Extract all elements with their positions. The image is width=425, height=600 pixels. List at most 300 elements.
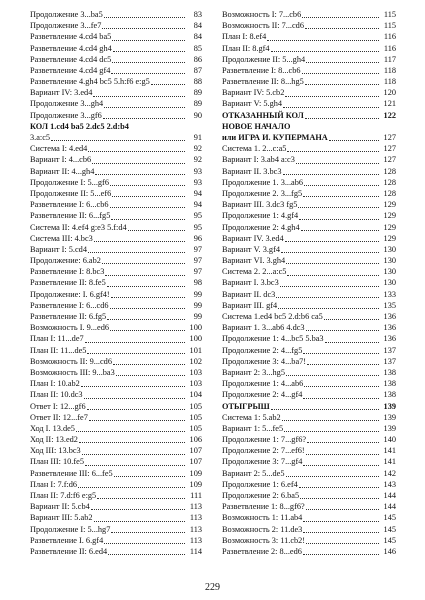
dot-leader (304, 185, 379, 186)
toc-entry (222, 20, 396, 31)
toc-entry-title: Возможность I: 7...cb6 (222, 9, 302, 19)
toc-entry-title: Вариант II: 5.cb4 (30, 502, 90, 512)
toc-entry-title: Система II: 4.ef4 g:e3 5.f:d4 (30, 222, 127, 232)
toc-entry (30, 501, 202, 512)
toc-entry-page: 100 (189, 334, 202, 344)
toc-entry (30, 333, 202, 344)
toc-entry (222, 322, 396, 333)
toc-entry (30, 110, 202, 121)
dot-leader (306, 62, 379, 63)
toc-entry-page: 128 (383, 177, 396, 187)
toc-entry-title: Разветвление I: 6...cb6 (30, 200, 109, 210)
toc-entry-page: 92 (193, 144, 202, 154)
toc-entry-page: 139 (383, 412, 396, 422)
dot-leader (104, 17, 185, 18)
toc-entry-title: Продолжение 3...gh4 (30, 99, 104, 109)
toc-entry (222, 121, 396, 132)
dot-leader (284, 431, 379, 432)
dot-leader (298, 207, 379, 208)
toc-entry-title: Продолжение 2: 7...ef6! (222, 446, 305, 456)
dot-leader (103, 118, 185, 119)
toc-entry (222, 490, 396, 501)
toc-entry (30, 233, 202, 244)
toc-entry-page: 97 (193, 256, 202, 266)
toc-entry-title: Вариант VI. 3.gh4 (222, 256, 286, 266)
toc-entry (222, 76, 396, 87)
toc-entry-page: 102 (189, 356, 202, 366)
toc-entry-page: 130 (383, 267, 396, 277)
toc-entry-page: 129 (383, 211, 396, 221)
toc-entry-page: 93 (193, 166, 202, 176)
dot-leader (84, 398, 185, 399)
toc-entry (30, 468, 202, 479)
toc-entry-title: Разветвление 2: 8...ed6 (222, 546, 302, 556)
toc-entry (222, 154, 396, 165)
toc-entry-title: КОЛ 1.cd4 ba5 2.dc5 2.d:b4 (30, 121, 129, 131)
toc-entry (222, 255, 396, 266)
toc-entry-title: Вариант I: 3.ab4 a:c3 (222, 155, 295, 165)
dot-leader (111, 532, 185, 533)
toc-entry (30, 76, 202, 87)
toc-entry (30, 289, 202, 300)
toc-entry-page: 144 (383, 502, 396, 512)
toc-entry-page: 105 (189, 412, 202, 422)
toc-entry-page: 117 (383, 54, 396, 64)
toc-entry-page: 139 (383, 423, 396, 433)
toc-entry-page: 116 (383, 32, 396, 42)
toc-entry (30, 87, 202, 98)
toc-entry-title: Вариант IV: 3.ed4 (30, 88, 93, 98)
toc-entry-title: Вариант 1: 5...fe5 (222, 423, 284, 433)
toc-entry-title: План I: 7.f:d6 (30, 479, 78, 489)
toc-entry-page: 136 (383, 323, 396, 333)
toc-entry-page: 144 (383, 491, 396, 501)
toc-entry-title: Продолжение: 6.ab2 (30, 256, 101, 266)
toc-entry-title: Продолжение 1: 4.gf4 (222, 211, 299, 221)
toc-entry-title: ОТЫГРЫШ (222, 401, 270, 411)
toc-entry-page: 138 (383, 390, 396, 400)
toc-entry (222, 423, 396, 434)
page-number: 229 (205, 582, 220, 593)
dot-leader (79, 442, 185, 443)
toc-entry (30, 65, 202, 76)
dot-leader (307, 364, 379, 365)
toc-entry (30, 524, 202, 535)
dot-leader (110, 308, 185, 309)
dot-leader (113, 364, 185, 365)
toc-entry-page: 135 (383, 300, 396, 310)
toc-entry (222, 468, 396, 479)
toc-entry-page: 138 (383, 379, 396, 389)
toc-entry-title: Продолжение 3...ba5 (30, 9, 103, 19)
dot-leader (276, 297, 379, 298)
dot-leader (107, 286, 185, 287)
toc-entry (30, 322, 202, 333)
toc-entry-title: Вариант III. 3.dc3 fg5 (222, 200, 298, 210)
toc-entry-title: Продолжение 1: 6.ef4 (222, 479, 298, 489)
toc-entry (30, 132, 202, 143)
toc-entry-title: Продолжение II: 5...gh4 (222, 54, 306, 64)
toc-entry-page: 145 (383, 513, 396, 523)
toc-entry-page: 84 (193, 21, 202, 31)
dot-leader (107, 319, 185, 320)
toc-entry-page: 103 (189, 367, 202, 377)
dot-leader (325, 342, 379, 343)
toc-entry-page: 99 (193, 289, 202, 299)
toc-entry-page: 118 (383, 77, 396, 87)
toc-entry (30, 199, 202, 210)
toc-entry (222, 210, 396, 221)
toc-entry-title: Разветвление I: 8.bc3 (30, 267, 105, 277)
toc-entry-page: 137 (383, 356, 396, 366)
toc-entry-page: 107 (189, 457, 202, 467)
toc-entry-title: или ИГРА И. КУПЕРМАНА (222, 133, 328, 143)
toc-entry-title: План II: 7.d:f6 e:g5 (30, 491, 97, 501)
toc-entry-page: 145 (383, 535, 396, 545)
dot-leader (114, 476, 185, 477)
toc-entry-title: Возможность 1: 11.ab4 (222, 513, 303, 523)
dot-leader (303, 465, 379, 466)
toc-entry (222, 501, 396, 512)
dot-leader (302, 17, 379, 18)
toc-entry-title: Разветвление II: 8...hg5 (222, 77, 304, 87)
toc-entry (222, 110, 396, 121)
toc-entry-title: Вариант III: 5.ab2 (30, 513, 93, 523)
toc-entry-page: 141 (383, 446, 396, 456)
dot-leader (93, 96, 185, 97)
dot-leader (285, 241, 379, 242)
toc-entry-title: Продолжение I: 5...hg7 (30, 524, 111, 534)
dot-leader (305, 84, 379, 85)
toc-entry (222, 311, 396, 322)
dot-leader (78, 487, 185, 488)
toc-entry (222, 479, 396, 490)
toc-entry-page: 140 (383, 435, 396, 445)
dot-leader (286, 263, 379, 264)
toc-entry-title: Вариант IV. 3.ed4 (222, 233, 284, 243)
dot-leader (286, 476, 379, 477)
toc-entry-title: Вариант II: 4...gh4 (30, 166, 95, 176)
toc-entry-page: 94 (193, 188, 202, 198)
dot-leader (303, 521, 379, 522)
toc-entry-page: 92 (193, 155, 202, 165)
dot-leader (302, 73, 379, 74)
toc-entry (30, 356, 202, 367)
dot-leader (285, 96, 379, 97)
toc-entry-page: 146 (383, 546, 396, 556)
toc-entry (30, 423, 202, 434)
toc-entry-title: Вариант 2: 3...hg5 (222, 367, 285, 377)
toc-entry (30, 31, 202, 42)
toc-entry-title: Система III: 4.bc3 (30, 233, 93, 243)
toc-entry-page: 130 (383, 278, 396, 288)
dot-leader (91, 509, 185, 510)
toc-entry-title: Продолжение 1: 7...gf6? (222, 435, 307, 445)
toc-entry-page: 89 (193, 88, 202, 98)
toc-entry-title: Разветвление II: 6...fg5 (30, 211, 111, 221)
toc-entry (30, 54, 202, 65)
toc-entry-title: План II: 11...de5 (30, 345, 87, 355)
toc-entry (222, 278, 396, 289)
toc-entry-title: Вариант I: 5.cd4 (30, 244, 87, 254)
toc-entry-page: 99 (193, 312, 202, 322)
toc-entry (222, 9, 396, 20)
toc-entry-title: Возможность II: 7...cd6 (222, 21, 304, 31)
toc-entry (222, 412, 396, 423)
toc-entry (222, 445, 396, 456)
toc-entry-title: Разветвление 4.cd4 gf4 (30, 65, 111, 75)
dot-leader (111, 73, 185, 74)
toc-entry (222, 345, 396, 356)
toc-entry-title: Вариант I. 3.bc3 (222, 278, 279, 288)
toc-entry-page: 105 (189, 423, 202, 433)
toc-entry (30, 166, 202, 177)
dot-leader (271, 51, 379, 52)
dot-leader (104, 543, 185, 544)
toc-entry-page: 99 (193, 300, 202, 310)
toc-entry-page: 130 (383, 256, 396, 266)
dot-leader (296, 163, 379, 164)
toc-entry-title: Ход II: 13.ed2 (30, 435, 78, 445)
dot-leader (85, 342, 185, 343)
toc-entry (222, 244, 396, 255)
dot-leader (307, 442, 379, 443)
toc-entry-title: Ход I. 13.de5 (30, 423, 75, 433)
toc-entry (222, 512, 396, 523)
toc-entry (222, 31, 396, 42)
toc-entry-title: Возможность I. 9...ed6 (30, 323, 109, 333)
toc-entry-page: 127 (383, 155, 396, 165)
toc-entry (30, 222, 202, 233)
toc-entry-title: Вариант V: 5.gh4 (222, 99, 283, 109)
toc-entry-page: 86 (193, 54, 202, 64)
toc-entry-page: 121 (383, 99, 396, 109)
dot-leader (286, 375, 379, 376)
dot-leader (128, 230, 185, 231)
dot-leader (113, 51, 185, 52)
dot-leader (88, 252, 185, 253)
dot-leader (76, 431, 185, 432)
toc-entry-title: Система 1. 2...c:a5 (222, 144, 287, 154)
toc-entry-page: 111 (190, 491, 202, 501)
toc-entry (30, 300, 202, 311)
toc-entry-title: Продолжение 1. 3...ab6 (222, 177, 304, 187)
toc-entry-title: Продолжение I: 5...gf6 (30, 177, 109, 187)
toc-entry-page: 142 (383, 468, 396, 478)
toc-entry-page: 95 (193, 222, 202, 232)
toc-entry (222, 546, 396, 557)
toc-entry-title: Ответ II: 12...fe7 (30, 412, 88, 422)
toc-entry-page: 113 (189, 513, 202, 523)
toc-entry (222, 367, 396, 378)
dot-leader (282, 420, 379, 421)
dot-leader (300, 498, 379, 499)
toc-entry-page: 129 (383, 222, 396, 232)
toc-entry (222, 43, 396, 54)
toc-entry-page: 103 (189, 379, 202, 389)
dot-leader (92, 163, 185, 164)
toc-entry-title: Продолжение 3...fe7 (30, 21, 102, 31)
dot-leader (85, 465, 185, 466)
dot-leader (306, 454, 379, 455)
dot-leader (304, 386, 379, 387)
toc-entry-title: Ответ I: 12...gf6 (30, 401, 86, 411)
dot-leader (87, 353, 185, 354)
toc-entry-title: План I: 10.ab2 (30, 379, 80, 389)
toc-entry-page: 98 (193, 278, 202, 288)
toc-column-right (222, 9, 396, 557)
toc-entry (30, 143, 202, 154)
toc-entry (222, 99, 396, 110)
toc-entry (30, 177, 202, 188)
toc-entry (222, 233, 396, 244)
dot-leader (81, 386, 185, 387)
toc-entry (30, 20, 202, 31)
toc-entry-title: НОВОЕ НАЧАЛО (222, 121, 291, 131)
toc-entry (222, 457, 396, 468)
toc-entry-page: 88 (193, 77, 202, 87)
toc-entry-page: 87 (193, 65, 202, 75)
toc-entry-title: План II: 10.dc3 (30, 390, 83, 400)
toc-entry (222, 166, 396, 177)
dot-leader (112, 62, 185, 63)
toc-entry-page: 96 (193, 233, 202, 243)
toc-entry-title: Вариант II. 3.bc3 (222, 166, 282, 176)
toc-entry-title: Возможность 3: 11.cb2! (222, 535, 306, 545)
toc-entry (30, 311, 202, 322)
dot-leader (102, 263, 185, 264)
toc-entry-page: 127 (383, 144, 396, 154)
toc-entry-title: Продолжение 2: 4.gh4 (222, 222, 300, 232)
toc-entry-page: 115 (383, 9, 396, 19)
toc-entry (30, 479, 202, 490)
toc-entry-page: 90 (193, 110, 202, 120)
toc-entry-page: 84 (193, 32, 202, 42)
toc-entry-title: Разветвление 4.cd4 dc5 (30, 54, 112, 64)
dot-leader (116, 375, 185, 376)
dot-leader (278, 308, 379, 309)
dot-leader (306, 509, 379, 510)
toc-entry-title: Возможность III: 9...ba3 (30, 367, 115, 377)
toc-entry-page: 93 (193, 177, 202, 187)
dot-leader (104, 107, 185, 108)
dot-leader (108, 554, 185, 555)
toc-entry (30, 188, 202, 199)
toc-entry-page: 109 (189, 479, 202, 489)
toc-entry-title: Вариант 2: 5...de5 (222, 468, 285, 478)
toc-entry-title: Продолжение 2: 4...fg5 (222, 345, 303, 355)
toc-entry-page: 113 (189, 502, 202, 512)
toc-entry-title: Вариант II. dc3 (222, 289, 276, 299)
toc-entry-page: 129 (383, 200, 396, 210)
toc-entry (30, 367, 202, 378)
toc-entry-page: 137 (383, 345, 396, 355)
toc-entry (30, 512, 202, 523)
toc-entry (222, 222, 396, 233)
toc-entry (30, 445, 202, 456)
toc-entry-title: Вариант III. gf4 (222, 300, 278, 310)
toc-entry-title: Возможность II: 9...cd6 (30, 356, 112, 366)
toc-entry-page: 138 (383, 367, 396, 377)
toc-entry-page: 139 (383, 401, 396, 411)
dot-leader (306, 543, 379, 544)
toc-entry (30, 255, 202, 266)
toc-entry-title: Разветвление 4.gh4 bc5 5.h:f6 e:g5 (30, 77, 150, 87)
toc-column-left (30, 9, 202, 557)
toc-entry-title: Продолжение 3: 4...ba7! (222, 356, 307, 366)
dot-leader (110, 207, 185, 208)
dot-leader (283, 107, 379, 108)
toc-entry-title: Продолжение: I. 6.gf4! (30, 289, 110, 299)
toc-entry (222, 378, 396, 389)
toc-entry (222, 188, 396, 199)
toc-entry (222, 65, 396, 76)
dot-leader (111, 297, 185, 298)
toc-entry-title: Продолжение 2: 4...gf4 (222, 390, 303, 400)
dot-leader (324, 319, 379, 320)
toc-entry-page: 136 (383, 334, 396, 344)
dot-leader (303, 554, 379, 555)
toc-entry (222, 535, 396, 546)
dot-leader (112, 40, 185, 41)
toc-entry-page: 89 (193, 99, 202, 109)
dot-leader (110, 330, 185, 331)
toc-entry (30, 43, 202, 54)
toc-entry-page: 113 (189, 535, 202, 545)
toc-entry-page: 136 (383, 312, 396, 322)
toc-entry-title: Разветвление II: 6.ed4 (30, 546, 108, 556)
dot-leader (105, 275, 185, 276)
dot-leader (82, 454, 185, 455)
toc-entry-page: 106 (189, 435, 202, 445)
dot-leader (303, 398, 379, 399)
toc-entry-page: 130 (383, 244, 396, 254)
toc-entry-title: Вариант IV: 5.cb2 (222, 88, 285, 98)
dot-leader (287, 275, 379, 276)
toc-entry-title: Разветвление III: 6...fe5 (30, 468, 113, 478)
toc-entry (30, 389, 202, 400)
toc-entry-page: 107 (189, 446, 202, 456)
toc-entry (222, 434, 396, 445)
toc-entry-page: 115 (383, 21, 396, 31)
toc-entry-page: 97 (193, 244, 202, 254)
toc-entry (30, 401, 202, 412)
toc-entry (30, 278, 202, 289)
toc-entry-page: 128 (383, 166, 396, 176)
toc-entry-title: Вариант 1. 3...ab6 4.dc3 (222, 323, 305, 333)
dot-leader (95, 174, 185, 175)
toc-entry (30, 210, 202, 221)
toc-entry-title: Продолжение 1: 4...bc5 5.ba3 (222, 334, 324, 344)
toc-entry-title: Система 2. 2...a:c5 (222, 267, 287, 277)
toc-entry (222, 143, 396, 154)
toc-entry-title: Разветвление II: 6.fg5 (30, 312, 107, 322)
toc-entry-title: Разветвление 1: 8...gf6? (222, 502, 305, 512)
dot-leader (305, 118, 379, 119)
toc-entry-page: 113 (189, 524, 202, 534)
toc-entry (222, 199, 396, 210)
toc-entry-page: 127 (383, 133, 396, 143)
toc-entry (222, 54, 396, 65)
toc-entry (30, 412, 202, 423)
toc-entry-title: Продолжение 2: 6.ba5 (222, 491, 300, 501)
toc-entry-title: Ход III: 13.bc3 (30, 446, 81, 456)
dot-leader (111, 219, 185, 220)
toc-entry (222, 401, 396, 412)
toc-entry (30, 546, 202, 557)
dot-leader (87, 409, 185, 410)
dot-leader (306, 330, 379, 331)
